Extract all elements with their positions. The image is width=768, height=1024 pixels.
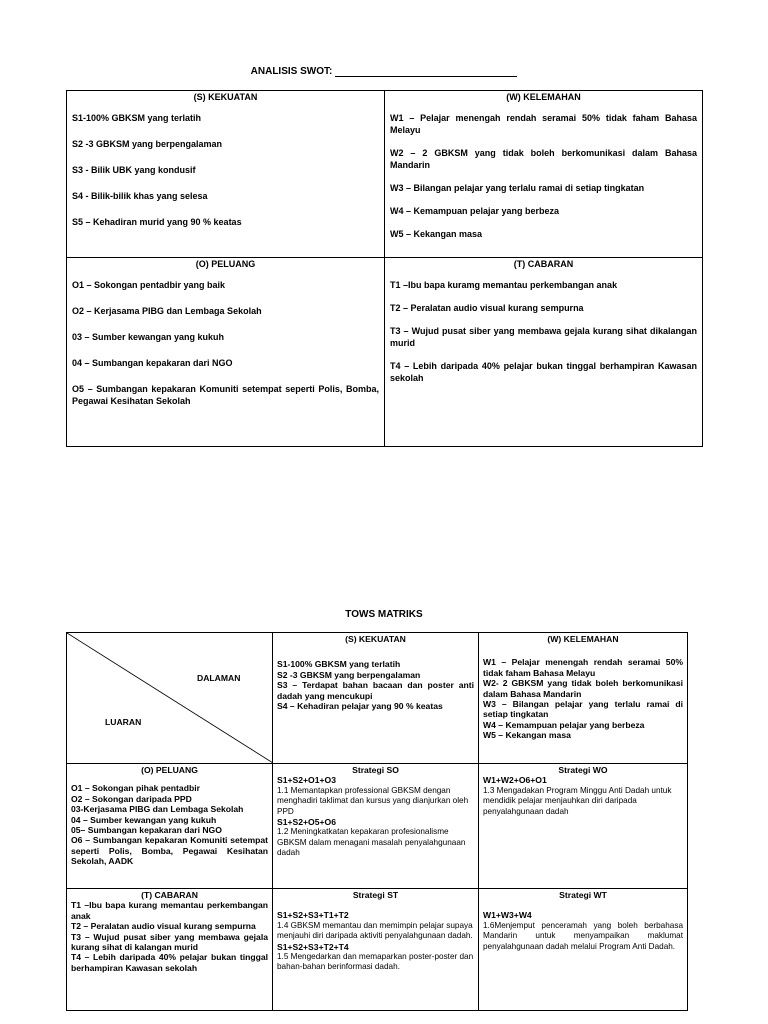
- strategi-st-code: S1+S2+S3+T1+T2: [277, 910, 349, 921]
- swot-threat-item: T1 –Ibu bapa kuramg memantau perkembangan anak: [390, 280, 618, 290]
- swot-opportunities-cell: [67, 258, 385, 447]
- swot-table: [66, 90, 703, 447]
- tows-strength-item: S4 – Kehadiran pelajar yang 90 % keatas: [277, 701, 443, 712]
- strategi-wo-text: 1.3 Mengadakan Program Minggu Anti Dadah untuk mendidik pelajar menjauhkan diri daripada penyalahgunaan dadah: [483, 785, 672, 816]
- strategi-wt-heading: Strategi WT: [559, 890, 607, 900]
- strategi-so-code: S1+S2+O5+O6: [277, 817, 337, 828]
- strategi-wo-cell: [479, 764, 688, 889]
- swot-opportunity-item: O5 – Sumbangan kepakaran Komuniti setempat seperti Polis, Bomba, Pegawai Kesihatan Sekolah: [72, 384, 379, 406]
- swot-strength-item: S1-100% GBKSM yang terlatih: [72, 113, 202, 123]
- swot-strength-item: S3 - Bilik UBK yang kondusif: [72, 165, 196, 175]
- swot-weakness-item: W1 – Pelajar menengah rendah seramai 50% tidak faham Bahasa Melayu: [390, 113, 697, 135]
- tows-title: TOWS MATRIKS: [345, 609, 423, 620]
- swot-weaknesses-heading: (W) KELEMAHAN: [506, 92, 581, 102]
- strategi-wt-text: 1.6Menjemput penceramah yang boleh berbahasa Mandarin untuk menyampaikan maklumat penyalahgunaan dadah melalui Program Anti Dadah.: [483, 920, 683, 951]
- strategi-so-code: S1+S2+O1+O3: [277, 775, 337, 786]
- corner-label-luaran: LUARAN: [105, 717, 142, 727]
- swot-strength-item: S4 - Bilik-bilik khas yang selesa: [72, 191, 208, 201]
- swot-weakness-item: W3 – Bilangan pelajar yang terlalu ramai di setiap tingkatan: [390, 183, 645, 193]
- swot-strength-item: S5 – Kehadiran murid yang 90 % keatas: [72, 217, 242, 227]
- corner-label-dalaman: DALAMAN: [197, 673, 241, 683]
- tows-weakness-item: W5 – Kekangan masa: [483, 730, 571, 741]
- tows-weakness-item: W2- 2 GBKSM yang tidak boleh berkomunikasi dalam Bahasa Mandarin: [483, 678, 683, 699]
- strategi-wo-code: W1+W2+O6+O1: [483, 775, 547, 786]
- tows-strength-item: S3 – Terdapat bahan bacaan dan poster anti dadah yang mencukupi: [277, 680, 474, 701]
- strategi-so-cell: [273, 764, 479, 889]
- strategi-st-code: S1+S2+S3+T2+T4: [277, 941, 349, 952]
- swot-threat-item: T3 – Wujud pusat siber yang membawa gejala kurang sihat dikalangan murid: [390, 326, 697, 348]
- tows-strength-item: S2 -3 GBKSM yang berpengalaman: [277, 669, 421, 680]
- tows-threats-heading: (T) CABARAN: [141, 890, 198, 900]
- swot-opportunity-item: 03 – Sumber kewangan yang kukuh: [72, 332, 225, 342]
- strategi-so-heading: Strategi SO: [352, 765, 399, 775]
- swot-strengths-cell: [67, 91, 385, 258]
- strategi-st-text: 1.5 Mengedarkan dan memaparkan poster-poster dan bahan-bahan berinformasi dadah.: [277, 952, 474, 972]
- tows-opportunities-cell: [67, 764, 273, 889]
- swot-strengths-heading: (S) KEKUATAN: [193, 92, 258, 102]
- strategi-so-text: 1.1 Memantapkan professional GBKSM dengan menghadiri taklimat dan kursus yang dianjurkan oleh PPD: [277, 785, 469, 816]
- swot-threat-item: T2 – Peralatan audio visual kurang sempurna: [390, 303, 584, 313]
- strategi-so-text: 1.2 Meningkatkatan kepakaran profesionalisme GBKSM dalam menagani masalah penyalahgunaan dadah: [277, 827, 466, 858]
- swot-weaknesses-cell: [385, 91, 703, 258]
- tows-weakness-item: W1 – Pelajar menengah rendah seramai 50% tidak faham Bahasa Melayu: [483, 657, 683, 678]
- tows-strength-item: S1-100% GBKSM yang terlatih: [277, 659, 401, 670]
- tows-opportunity-item: O2 – Sokongan daripada PPD: [71, 793, 192, 804]
- swot-weakness-item: W4 – Kemampuan pelajar yang berbeza: [390, 206, 560, 216]
- tows-weakness-item: W3 – Bilangan pelajar yang terlalu ramai di setiap tingkatan: [483, 699, 683, 720]
- swot-threats-heading: (T) CABARAN: [513, 259, 574, 269]
- tows-opportunity-item: 05– Sumbangan kepakaran dari NGO: [71, 825, 222, 836]
- swot-opportunity-item: O2 – Kerjasama PIBG dan Lembaga Sekolah: [72, 306, 262, 316]
- strategi-wt-code: W1+W3+W4: [483, 910, 532, 921]
- tows-opportunity-item: O1 – Sokongan pihak pentadbir: [71, 783, 200, 794]
- strategi-st-text: 1.4 GBKSM memantau dan memimpin pelajar supaya menjauhi diri daripada aktiviti penyalahgunaan dadah.: [277, 920, 473, 941]
- swot-threat-item: T4 – Lebih daripada 40% pelajar bukan tinggal berhampiran Kawasan sekolah: [390, 361, 697, 383]
- strategi-st-cell: [273, 889, 479, 1011]
- tows-opportunity-item: 03-Kerjasama PIBG dan Lembaga Sekolah: [71, 804, 244, 815]
- tows-threats-cell: [67, 889, 273, 1011]
- strategi-wo-heading: Strategi WO: [558, 765, 608, 775]
- swot-opportunities-heading: (O) PELUANG: [195, 259, 256, 269]
- tows-strengths-heading: (S) KEKUATAN: [345, 634, 406, 644]
- tows-threat-item: T2 – Peralatan audio visual kurang sempurna: [71, 921, 256, 932]
- tows-matrix-table: [66, 632, 688, 1011]
- swot-title: ANALISIS SWOT:: [0, 66, 768, 77]
- tows-threat-item: T1 –Ibu bapa kurang memantau perkembangan anak: [71, 900, 268, 921]
- tows-weaknesses-heading: (W) KELEMAHAN: [547, 634, 619, 644]
- swot-threats-cell: [385, 258, 703, 447]
- title-blank-line: [335, 66, 517, 77]
- swot-opportunity-item: 04 – Sumbangan kepakaran dari NGO: [72, 358, 233, 368]
- tows-threat-item: T4 – Lebih daripada 40% pelajar bukan tinggal berhampiran Kawasan sekolah: [71, 952, 268, 973]
- strategi-wt-cell: [479, 889, 688, 1011]
- swot-strength-item: S2 -3 GBKSM yang berpengalaman: [72, 139, 223, 149]
- corner-diagonal-line: [67, 633, 273, 763]
- tows-threat-item: T3 – Wujud pusat siber yang membawa gejala kurang sihat di kalangan murid: [71, 931, 268, 953]
- swot-opportunity-item: O1 – Sokongan pentadbir yang baik: [72, 280, 226, 290]
- swot-weakness-item: W5 – Kekangan masa: [390, 229, 483, 239]
- tows-weaknesses-cell: [479, 633, 688, 764]
- strategi-st-heading: Strategi ST: [352, 890, 399, 900]
- tows-opportunity-item: O6 – Sumbangan kepakaran Komuniti setempat seperti Polis, Bomba, Pegawai Kesihatan Sekolah, AADK: [71, 835, 268, 867]
- tows-opportunities-heading: (O) PELUANG: [141, 765, 198, 775]
- swot-weakness-item: W2 – 2 GBKSM yang tidak boleh berkomunikasi dalam Bahasa Mandarin: [390, 148, 697, 170]
- tows-strengths-cell: [273, 633, 479, 764]
- tows-opportunity-item: 04 – Sumber kewangan yang kukuh: [71, 814, 217, 825]
- tows-corner-cell: [67, 633, 273, 764]
- tows-weakness-item: W4 – Kemampuan pelajar yang berbeza: [483, 719, 645, 730]
